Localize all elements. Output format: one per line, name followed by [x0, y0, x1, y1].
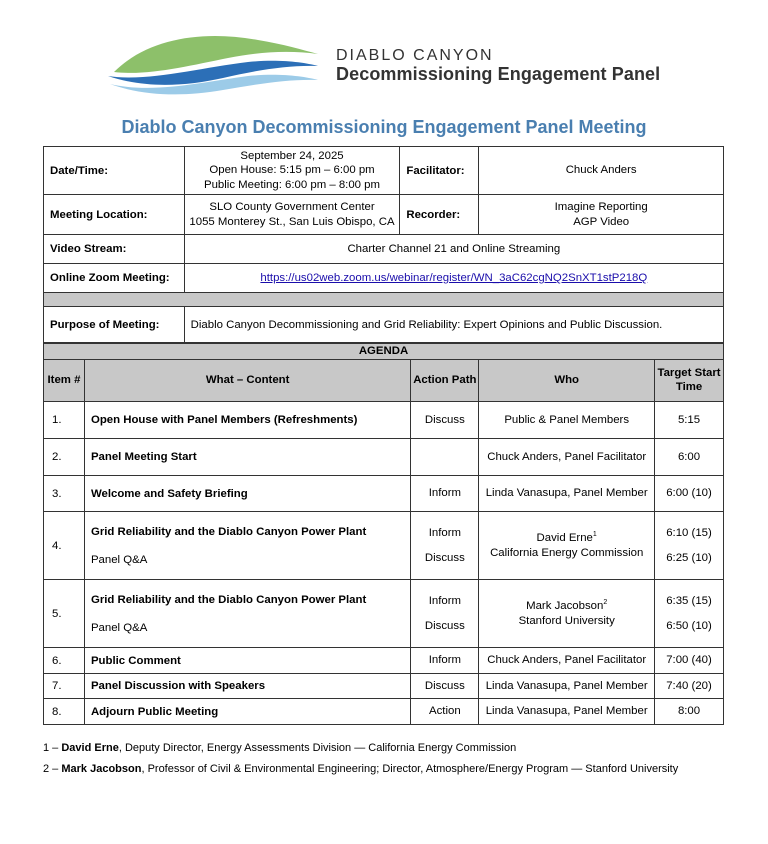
- item-number: 4.: [44, 512, 85, 580]
- item-action: [411, 580, 479, 648]
- purpose-value: Diablo Canyon Decommissioning and Grid Reliability: Expert Opinions and Public Discussion.: [184, 307, 723, 343]
- info-row-date: [44, 147, 724, 195]
- item-number: 1.: [44, 402, 85, 439]
- recorder-line-2: AGP Video: [573, 215, 630, 228]
- location-line-2: 1055 Monterey St., San Luis Obispo, CA: [189, 215, 395, 228]
- action-primary: Inform: [428, 594, 461, 607]
- location-label: Meeting Location:: [44, 195, 185, 235]
- item-who: Linda Vanasupa, Panel Member: [479, 699, 655, 725]
- item-time: [655, 580, 724, 648]
- table-row: [44, 674, 724, 699]
- item-action: Discuss: [411, 402, 479, 439]
- item-number: 6.: [44, 648, 85, 674]
- item-action: Inform: [411, 648, 479, 674]
- item-number: 5.: [44, 580, 85, 648]
- item-time: 8:00: [655, 699, 724, 725]
- time-secondary: 6:50 (10): [666, 620, 712, 633]
- item-time: 5:15: [655, 402, 724, 439]
- item-time: 7:00 (40): [655, 648, 724, 674]
- footnote-mark: 2 –: [43, 763, 59, 775]
- footnote-2: [43, 759, 678, 780]
- info-row-zoom: [44, 264, 724, 293]
- page-title: Diablo Canyon Decommissioning Engagement Panel Meeting: [121, 117, 647, 137]
- facilitator-value: Chuck Anders: [479, 147, 724, 195]
- item-content: Open House with Panel Members (Refreshments): [84, 402, 410, 439]
- action-secondary: Discuss: [424, 552, 465, 565]
- footnote-mark: 1 –: [43, 742, 59, 754]
- info-row-video: [44, 235, 724, 264]
- item-who: Chuck Anders, Panel Facilitator: [479, 648, 655, 674]
- location-line-1: SLO County Government Center: [209, 201, 375, 214]
- item-number: 8.: [44, 699, 85, 725]
- col-item: Item #: [44, 360, 85, 402]
- public-meeting-time: Public Meeting: 6:00 pm – 8:00 pm: [203, 178, 381, 191]
- speaker-org: Stanford University: [518, 614, 615, 627]
- recorder-line-1: Imagine Reporting: [554, 201, 648, 214]
- item-content: [84, 512, 410, 580]
- speaker-org: California Energy Commission: [490, 546, 644, 559]
- footnote-name: David Erne: [61, 742, 119, 754]
- item-action: [411, 439, 479, 476]
- item-title: Grid Reliability and the Diablo Canyon Power Plant: [90, 593, 367, 606]
- footnotes: [43, 738, 678, 780]
- time-primary: 6:35 (15): [666, 594, 712, 607]
- time-primary: 6:10 (15): [666, 526, 712, 539]
- speaker-name: David Erne: [536, 532, 593, 545]
- recorder-label: Recorder:: [400, 195, 479, 235]
- speaker-name: Mark Jacobson: [526, 600, 604, 613]
- item-time: [655, 512, 724, 580]
- purpose-label: Purpose of Meeting:: [44, 307, 185, 343]
- item-who: Chuck Anders, Panel Facilitator: [479, 439, 655, 476]
- item-content: [84, 580, 410, 648]
- agenda-column-headers: [44, 360, 724, 402]
- item-content: Panel Meeting Start: [84, 439, 410, 476]
- item-number: 3.: [44, 476, 85, 512]
- item-time: 6:00 (10): [655, 476, 724, 512]
- meeting-info-table: [43, 146, 724, 343]
- table-row: [44, 512, 724, 580]
- table-row: [44, 648, 724, 674]
- item-number: 7.: [44, 674, 85, 699]
- time-secondary: 6:25 (10): [666, 552, 712, 565]
- item-action: [411, 512, 479, 580]
- panel-logo: [108, 32, 320, 98]
- item-who: Linda Vanasupa, Panel Member: [479, 476, 655, 512]
- action-secondary: Discuss: [424, 620, 465, 633]
- item-content: Welcome and Safety Briefing: [84, 476, 410, 512]
- action-primary: Inform: [428, 526, 461, 539]
- item-title: Grid Reliability and the Diablo Canyon Power Plant: [90, 525, 367, 538]
- item-subtitle: Panel Q&A: [90, 553, 148, 566]
- footnote-mark: 1: [592, 531, 597, 539]
- zoom-label: Online Zoom Meeting:: [44, 264, 185, 293]
- table-row: [44, 699, 724, 725]
- zoom-cell: [184, 264, 723, 293]
- col-what: What – Content: [84, 360, 410, 402]
- recorder-value: [479, 195, 724, 235]
- info-row-purpose: [44, 307, 724, 343]
- item-who: Public & Panel Members: [479, 402, 655, 439]
- col-who: Who: [479, 360, 655, 402]
- item-time: 6:00: [655, 439, 724, 476]
- item-action: Inform: [411, 476, 479, 512]
- brand-line-2: Decommissioning Engagement Panel: [336, 64, 661, 84]
- table-row: [44, 580, 724, 648]
- video-label: Video Stream:: [44, 235, 185, 264]
- item-number: 2.: [44, 439, 85, 476]
- footnote-mark: 2: [603, 599, 608, 607]
- agenda-heading-row: [44, 344, 724, 360]
- open-house-time: Open House: 5:15 pm – 6:00 pm: [209, 164, 375, 177]
- header: [108, 32, 668, 98]
- item-who: [479, 580, 655, 648]
- separator: [44, 293, 724, 307]
- footnote-text: , Professor of Civil & Environmental Engineering; Director, Atmosphere/Energy Program — Stanford University: [141, 763, 679, 775]
- footnote-1: [43, 738, 678, 759]
- date-label: Date/Time:: [44, 147, 185, 195]
- location-value: [184, 195, 400, 235]
- item-content: Adjourn Public Meeting: [84, 699, 410, 725]
- footnote-text: , Deputy Director, Energy Assessments Division — California Energy Commission: [118, 742, 517, 754]
- brand-line-1: DIABLO CANYON: [336, 47, 494, 64]
- facilitator-label: Facilitator:: [400, 147, 479, 195]
- agenda-table: [43, 343, 724, 725]
- zoom-link[interactable]: https://us02web.zoom.us/webinar/register/WN_3aC62cgNQ2SnXT1stP218Q: [260, 271, 648, 284]
- item-action: Discuss: [411, 674, 479, 699]
- item-who: [479, 512, 655, 580]
- item-time: 7:40 (20): [655, 674, 724, 699]
- item-content: Panel Discussion with Speakers: [84, 674, 410, 699]
- col-time: Target Start Time: [655, 360, 724, 402]
- item-subtitle: Panel Q&A: [90, 621, 148, 634]
- item-action: Action: [411, 699, 479, 725]
- footnote-name: Mark Jacobson: [61, 763, 142, 775]
- table-row: [44, 439, 724, 476]
- date-value: [184, 147, 400, 195]
- agenda-heading: AGENDA: [44, 344, 724, 360]
- item-content: Public Comment: [84, 648, 410, 674]
- item-who: Linda Vanasupa, Panel Member: [479, 674, 655, 699]
- col-action: Action Path: [411, 360, 479, 402]
- info-row-location: [44, 195, 724, 235]
- table-row: [44, 476, 724, 512]
- date: September 24, 2025: [240, 150, 344, 163]
- video-value: Charter Channel 21 and Online Streaming: [184, 235, 723, 264]
- table-row: [44, 402, 724, 439]
- separator-row: [44, 293, 724, 307]
